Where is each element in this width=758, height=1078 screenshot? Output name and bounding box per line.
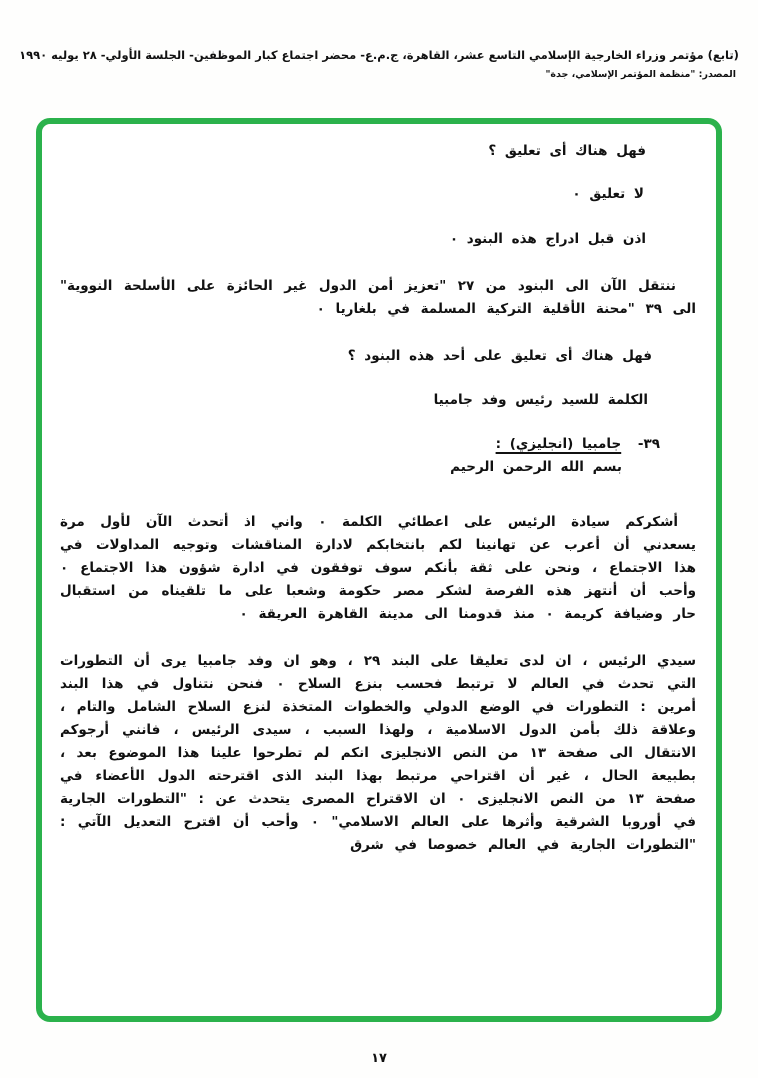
question-line: فهل هناك أى تعليق ؟ xyxy=(488,143,646,159)
basmala-line: بسم الله الرحمن الرحيم xyxy=(450,459,622,475)
question-line-2: فهل هناك أى تعليق على أحد هذه البنود ؟ xyxy=(347,348,652,364)
transition-line: اذن قبل ادراج هذه البنود ٠ xyxy=(449,231,646,247)
speech-paragraph-2: سيدي الرئيس ، ان لدى تعليقا على البند ٢٩ ، وهو ان وفد جامبيا يرى أن التطورات التي تحدث في العالم لا ترتبط فحسب بنزع السلاح ٠ فنحن نتناول في هذا البند أمرين : التطورات في الوضع الدولي والخطوات المتخذة لنزع السلاح الشامل والتام ، وعلاقة ذلك بأمن الدول الاسلامية ، ولهذا السبب ، سيدى الرئيس ، فانني أرجوكم الانتقال الى صفحة ١٣ من النص الانجليزى انكم لم تطرحوا علينا هذا الموضوع بعد ، بطبيعة الحال ، غير أن اقتراحي مرتبط بهذا البند الذى اقترحته الدول الأعضاء في صفحة ١٣ من النص الانجليزى ٠ ان الاقتراح المصرى يتحدث عن : "التطورات الجارية في أوروبا الشرقية وأثرها على العالم الاسلامي" ٠ وأحب أن اقترح التعديل الآتي : "التطورات الجارية في العالم خصوصا في شرق xyxy=(60,653,697,853)
highlight-box xyxy=(36,118,722,1022)
item-number: ٣٩- xyxy=(637,436,660,452)
reply-line: لا تعليق ٠ xyxy=(572,186,644,202)
speech-paragraph-1: أشكركم سيادة الرئيس على اعطائي الكلمة ٠ واني اذ أتحدث الآن لأول مرة يسعدني أن أعرب عن تهانينا لكم بانتخابكم لادارة المناقشات وتوجيه المداولات في هذا الاجتماع ، ونحن على ثقة بأنكم سوف توفقون في ادارة شؤون هذا الاجتماع ٠ وأحب أن أنتهز هذه الفرصة لشكر مصر حكومة وشعبا على ما تلقيناه من استقبال حار وضيافة كريمة ٠ منذ قدومنا الى مدينة القاهرة العريقة ٠ xyxy=(60,514,696,622)
document-header xyxy=(0,0,758,80)
speaker-name: جامبيا (انجليزي) : xyxy=(495,436,622,452)
header-title: (تابع) مؤتمر وزراء الخارجية الإسلامي التاسع عشر، القاهرة، ج.م.ع- محضر اجتماع كبار الموظفين- الجلسة الأولي- ٢٨ يوليه ١٩٩٠ xyxy=(19,48,739,62)
floor-announcement: الكلمة للسيد رئيس وفد جامبيا xyxy=(433,392,648,408)
page-number: ١٧ xyxy=(371,1051,387,1066)
header-source: المصدر: "منظمة المؤتمر الإسلامي، جدة" xyxy=(545,69,736,80)
agenda-items-paragraph: ننتقل الآن الى البنود من ٢٧ "تعزيز أمن الدول غير الحائزة على الأسلحة النووية" الى ٣٩ "محنة الأقلية التركية المسلمة في بلغاريا ٠ xyxy=(60,278,696,317)
item-heading xyxy=(60,433,696,456)
